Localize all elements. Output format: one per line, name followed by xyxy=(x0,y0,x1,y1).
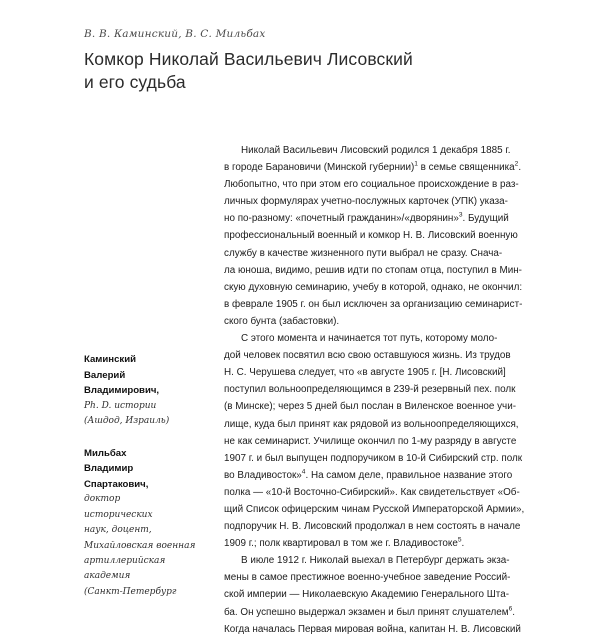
body-line: ла юноша, видимо, решив идти по стопам отца, поступил в Мин- xyxy=(224,264,522,276)
author-name xyxy=(84,446,196,493)
body-line: 1909 г.; полк квартировал в том же г. Владивостоке$^5$. xyxy=(224,536,465,550)
body-line: щий Список офицерским чинам Русской Императорской Армии», xyxy=(224,503,525,515)
body-paragraph xyxy=(224,552,522,637)
authors-byline: В. В. Каминский, В. С. Мильбах xyxy=(84,28,266,40)
body-line: профессиональный военный и комкор Н. В. Лисовский военную xyxy=(224,230,518,242)
footnote-marker[interactable]: 5 xyxy=(457,536,462,544)
body-line: В июле 1912 г. Николай выехал в Петербург держать экза- xyxy=(241,555,510,567)
footnote-marker[interactable]: 4 xyxy=(301,468,306,476)
author-bio xyxy=(84,446,196,601)
footnote-marker[interactable]: 1 xyxy=(414,160,418,168)
article-header xyxy=(84,28,524,94)
article-body xyxy=(224,142,525,638)
author-name-line: Мильбах xyxy=(84,447,127,459)
body-line: во Владивосток»$^4$. На самом деле, правильное название этого xyxy=(224,468,513,481)
author-name-line: Валерий xyxy=(84,369,126,381)
body-line: в городе Барановичи (Минской губернии)$^1$ в семье священника$^2$. xyxy=(224,160,522,174)
page-title-line-1: Комкор Николай Васильевич Лисовский xyxy=(84,48,413,69)
author-name-line: Каминский xyxy=(84,354,137,365)
author-affiliation-line: доктор xyxy=(84,494,121,505)
page-title-line-2: и его судьба xyxy=(84,71,186,92)
author-affiliation-line: (Ашдод, Израиль) xyxy=(84,416,170,427)
body-line: ского бунта (забастовки). xyxy=(224,315,340,327)
body-line: службу в качестве жизненного пути выбрал не сразу. Снача- xyxy=(224,247,503,259)
author-affiliation-line: артиллерийская xyxy=(84,556,166,566)
author-affiliation-line: Ph. D. истории xyxy=(84,400,157,411)
body-line: полка — «10-й Восточно-Сибирский». Как свидетельствует «Об- xyxy=(224,486,520,498)
footnote-marker[interactable]: 3 xyxy=(458,212,463,220)
body-line: скую духовную семинарию, учебу в которой, однако, не окончил: xyxy=(224,281,523,293)
body-line: (в Минске); через 5 дней был послан в Виленское военное учи- xyxy=(224,401,517,413)
body-line: но по-разному: «почетный гражданин»/«дворянин»$^3$. Будущий xyxy=(224,212,509,225)
body-line: С этого момента и начинается тот путь, которому моло- xyxy=(241,333,498,345)
body-line: личных формулярах учетно-послужных карточек (УПК) указа- xyxy=(224,196,508,208)
body-line: Николай Васильевич Лисовский родился 1 декабря 1885 г. xyxy=(241,145,511,156)
author-affiliation xyxy=(84,399,196,430)
body-paragraph xyxy=(224,142,522,330)
body-line: Н. С. Черушева следует, что «в августе 1905 г. [Н. Лисовский] xyxy=(224,367,506,379)
author-name-line: Спартакович, xyxy=(84,478,149,490)
body-line: дой человек посвятил всю свою оставшуюся жизнь. Из трудов xyxy=(224,350,511,362)
author-affiliation-line: исторических xyxy=(84,509,153,520)
author-affiliation-line: академия xyxy=(84,571,131,582)
body-line: мены в самое престижное военно-учебное заведение Россий- xyxy=(224,572,511,584)
author-name-line: Владимирович, xyxy=(84,385,160,397)
footnote-marker[interactable]: 6 xyxy=(508,605,513,613)
body-line: ской империи — Николаевскую Академию Генерального Шта- xyxy=(224,589,509,601)
body-line: лище, куда был принят как рядовой из вольноопределяющихся, xyxy=(224,418,519,430)
body-line: в феврале 1905 г. он был исключен за организацию семинарист- xyxy=(224,298,523,310)
author-bio-sidebar xyxy=(84,352,196,600)
body-line: подпоручик Н. В. Лисовский продолжал в нем состоять в начале xyxy=(224,521,521,533)
author-affiliation-line: наук, доцент, xyxy=(84,525,152,536)
body-line: не как семинарист. Училище окончил по 1-му разряду в августе xyxy=(224,435,517,447)
author-bio xyxy=(84,352,196,430)
author-affiliation xyxy=(84,492,196,600)
body-paragraph xyxy=(224,330,525,552)
page-title xyxy=(84,48,524,94)
body-line: 1907 г. и был выпущен подпоручиком в 10-й Сибирский стр. полк xyxy=(224,452,523,464)
body-line: Когда началась Первая мировая война, капитан Н. В. Лисовский xyxy=(224,623,521,635)
body-line: Любопытно, что при этом его социальное происхождение в раз- xyxy=(224,179,519,191)
author-affiliation-line: (Санкт-Петербург xyxy=(84,586,177,597)
author-name xyxy=(84,352,196,399)
body-line: ба. Он успешно выдержал экзамен и был принят слушателем$^6$. xyxy=(224,605,515,618)
footnote-marker[interactable]: 2 xyxy=(514,160,519,168)
author-name-line: Владимир xyxy=(84,463,134,475)
author-affiliation-line: Михайловская военная xyxy=(84,540,196,551)
body-line: поступил вольноопределяющимся в 239-й резервный пех. полк xyxy=(224,384,516,396)
